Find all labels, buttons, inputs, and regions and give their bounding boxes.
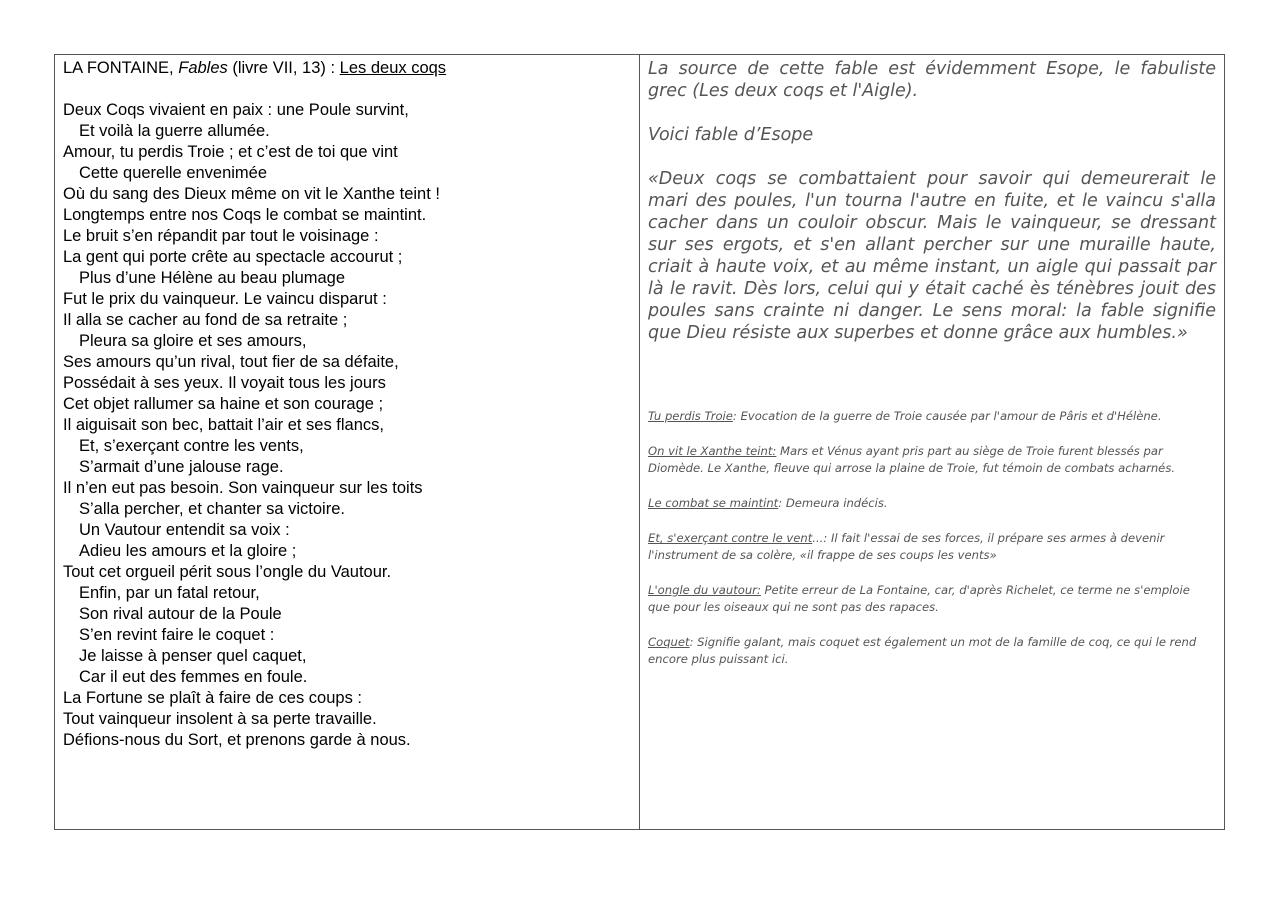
poem-line: S’en revint faire le coquet : [79,626,275,644]
poem-line: Tout vainqueur insolent à sa perte travaille. [63,710,377,728]
poem-line: Un Vautour entendit sa voix : [79,521,290,539]
source-paragraph: La source de cette fable est évidemment Esope, le fabuliste grec (Les deux coqs et l'Aigle). [648,59,1216,101]
note-item [648,443,1216,477]
poem-line: Défions-nous du Sort, et prenons garde à nous. [63,731,411,749]
poem-line: Amour, tu perdis Troie ; et c’est de toi que vint [63,143,398,161]
poem-line: S’armait d’une jalouse rage. [79,458,284,476]
note-term: Le combat se maintint [648,496,779,510]
poem-line: Enfin, par un fatal retour, [79,584,260,602]
poem-line: Deux Coqs vivaient en paix : une Poule survint, [63,101,409,119]
poem-line: Et voilà la guerre allumée. [79,122,270,140]
poem-line: Plus d’une Hélène au beau plumage [79,269,346,287]
poem-line: Son rival autour de la Poule [79,605,282,623]
poem-line: Cet objet rallumer sa haine et son courage ; [63,395,384,413]
note-text: ...: Il fait l'essai de ses forces, il prépare ses armes à devenir l'instrument de sa colère, «il frappe de ses coups les vents» [648,531,1165,562]
poem-line: Le bruit s’en répandit par tout le voisinage : [63,227,379,245]
poem-line: Il n’en eut pas besoin. Son vainqueur sur les toits [63,479,423,497]
work-title: Fables [178,59,228,77]
note-item [648,634,1216,668]
fable-title: Les deux coqs [339,59,447,77]
poem-heading [63,58,631,79]
book-reference: (livre VII, 13) : [232,59,336,77]
poem-line: Fut le prix du vainqueur. Le vaincu disparut : [63,290,387,308]
note-item [648,582,1216,616]
poem-line: Où du sang des Dieux même on vit le Xanthe teint ! [63,185,440,203]
note-item [648,530,1216,564]
notes-list [648,408,1216,668]
note-text: : Demeura indécis. [778,496,888,510]
note-item [648,408,1216,425]
poem-line: Il aiguisait son bec, battait l’air et ses flancs, [63,416,384,434]
note-term: Tu perdis Troie [648,409,733,423]
poem-line: Cette querelle envenimée [79,164,268,182]
poem-line: Car il eut des femmes en foule. [79,668,308,686]
note-text: : Signifie galant, mais coquet est également un mot de la famille de coq, ce qui le rend encore plus puissant ici. [648,635,1197,666]
poem-line: Je laisse à penser quel caquet, [79,647,307,665]
poem-line: Et, s’exerçant contre les vents, [79,437,304,455]
author-name: LA FONTAINE, [63,59,174,77]
poem-line: Longtemps entre nos Coqs le combat se maintint. [63,206,427,224]
esope-intro: Voici fable d’Esope [648,125,814,145]
poem-line: Pleura sa gloire et ses amours, [79,332,307,350]
note-item [648,495,1216,512]
esope-quote: «Deux coqs se combattaient pour savoir qui demeurerait le mari des poules, l'un tourna l'autre en fuite, et le vaincu s'alla cacher dans un couloir obscur. Mais le vainqueur, se dressant sur ses ergots, et s'en allant percher sur une muraille haute, criait à haute voix, et au même instant, un aigle qui passait par là le ravit. Dès lors, celui qui y était caché ès ténèbres jouit des poules sans crainte ni danger. Le sens moral: la fable signifie que Dieu résiste aux superbes et donne grâce aux humbles.» [648,169,1216,343]
document-table [54,54,1225,830]
note-text: Petite erreur de La Fontaine, car, d'après Richelet, ce terme ne s'emploie que pour les oiseaux qui ne sont pas des rapaces. [648,583,1190,614]
commentary-column [640,55,1224,829]
note-term: Coquet [648,635,690,649]
poem-line: Tout cet orgueil périt sous l’ongle du Vautour. [63,563,392,581]
note-term: On vit le Xanthe teint: [648,444,777,458]
poem-line: Adieu les amours et la gloire ; [79,542,297,560]
poem-line: La gent qui porte crête au spectacle accourut ; [63,248,403,266]
poem-body [63,100,631,751]
note-term: Et, s'exerçant contre le vent [648,531,813,545]
note-text: Mars et Vénus ayant pris part au siège de Troie furent blessés par Diomède. Le Xanthe, fleuve qui arrose la plaine de Troie, fut témoin de combats acharnés. [648,444,1176,475]
poem-line: S’alla percher, et chanter sa victoire. [79,500,345,518]
poem-line: Possédait à ses yeux. Il voyait tous les jours [63,374,386,392]
note-text: : Evocation de la guerre de Troie causée par l'amour de Pâris et d'Hélène. [732,409,1162,423]
poem-line: Il alla se cacher au fond de sa retraite ; [63,311,348,329]
poem-line: Ses amours qu’un rival, tout fier de sa défaite, [63,353,399,371]
poem-column [55,55,640,829]
poem-line: La Fortune se plaît à faire de ces coups : [63,689,363,707]
note-term: L'ongle du vautour: [648,583,761,597]
